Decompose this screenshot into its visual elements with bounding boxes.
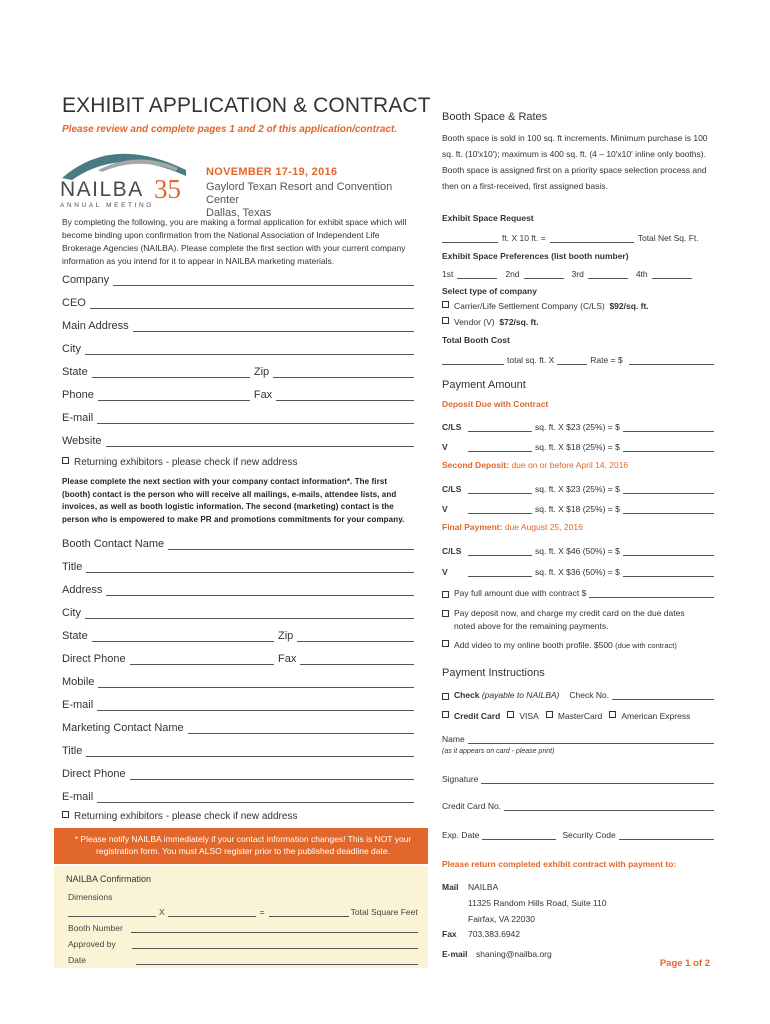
signature-label: Signature	[442, 774, 479, 784]
logo-tagline: ANNUAL MEETING	[60, 202, 154, 209]
company-type-heading: Select type of company	[442, 286, 537, 296]
booth-mobile-field[interactable]	[62, 676, 414, 688]
booth-address-field[interactable]	[62, 584, 414, 596]
pay-deposit-option[interactable]	[442, 607, 714, 633]
booth-contact-label: Booth Contact Name	[62, 538, 165, 550]
fax-block	[442, 929, 714, 939]
mail-label: Mail	[442, 882, 459, 892]
net-sq-line[interactable]	[550, 232, 634, 243]
fax-field[interactable]	[254, 389, 414, 401]
sec-cls-total-line[interactable]	[623, 484, 714, 494]
pay-full-label: Pay full amount due with contract $	[454, 588, 587, 598]
final-cls-row[interactable]	[442, 545, 714, 556]
fax-label: Fax	[253, 389, 273, 401]
checkbox-icon[interactable]	[442, 317, 449, 324]
space-prefs-heading: Exhibit Space Preferences (list booth number)	[442, 251, 629, 261]
card-name-label: Name	[442, 734, 465, 744]
pref-3-label: 3rd	[571, 269, 584, 279]
fin-cls-formula: sq. ft. X $46 (50%) = $	[535, 546, 620, 556]
rate-line[interactable]	[557, 354, 587, 365]
event-dates: NOVEMBER 17-19, 2016	[206, 166, 338, 178]
fin-v-total-line[interactable]	[623, 567, 714, 577]
credit-card-label: Credit Card	[454, 711, 501, 721]
booth-mobile-label: Mobile	[62, 676, 95, 688]
company-label: Company	[62, 274, 110, 286]
booth-title-label: Title	[62, 561, 83, 573]
marketing-title-field[interactable]	[62, 745, 414, 757]
logo-brand: NAILBA	[60, 178, 144, 201]
state-label: State	[62, 366, 88, 378]
logo-number: 35	[154, 174, 181, 204]
main-address-field[interactable]	[62, 320, 414, 332]
fax-label: Fax	[442, 929, 457, 939]
amex-label: American Express	[621, 711, 691, 721]
security-label: Security Code	[562, 830, 616, 840]
add-video-label: Add video to my online booth profile. $500	[454, 640, 613, 650]
returning-checkbox-2[interactable]	[62, 811, 297, 822]
marketing-title-label: Title	[62, 745, 83, 757]
dep-cls-sq-line[interactable]	[468, 421, 532, 432]
add-video-option[interactable]	[442, 640, 714, 650]
dimensions-row[interactable]	[68, 906, 418, 917]
mastercard-checkbox[interactable]	[546, 711, 553, 718]
date-label: Date	[68, 955, 86, 965]
dim-length-line[interactable]	[168, 906, 256, 917]
website-label: Website	[62, 435, 102, 447]
sec-cls-sq-line[interactable]	[468, 483, 532, 494]
email-label: E-mail	[62, 412, 94, 424]
fin-cls-sq-line[interactable]	[468, 545, 532, 556]
type-cls-rate: $92/sq. ft.	[609, 301, 649, 311]
total-cost-row[interactable]	[442, 354, 714, 365]
total-cost-line[interactable]	[629, 355, 714, 365]
exp-line[interactable]	[482, 829, 556, 840]
booth-state-field[interactable]	[62, 630, 274, 642]
total-cost-heading: Total Booth Cost	[442, 335, 510, 345]
checkbox-icon[interactable]	[62, 457, 69, 464]
sec-v-sq-line[interactable]	[468, 503, 532, 514]
total-net-label: Total Net Sq. Ft.	[637, 233, 699, 243]
intro-text: By completing the following, you are making a formal application for exhibit space which will become binding upon confirmation from the National Association of Independent Life Brokerage Agencies (NAILBA). Please complete the first section with your current company information as you intend for it to appear in NAILBA marketing materials.	[62, 217, 407, 266]
card-no-row[interactable]	[442, 801, 714, 811]
dim-width-line[interactable]	[68, 906, 156, 917]
visa-label: VISA	[519, 711, 539, 721]
second-deposit-label: Second Deposit:	[442, 460, 510, 470]
dep-cls-total-line[interactable]	[623, 422, 714, 432]
exp-row[interactable]	[442, 829, 714, 840]
website-field[interactable]	[62, 435, 414, 447]
fin-v-formula: sq. ft. X $36 (50%) = $	[535, 567, 620, 577]
checkbox-icon[interactable]	[442, 610, 449, 617]
mail-line-3: Fairfax, VA 22030	[468, 914, 535, 924]
city-field[interactable]	[62, 343, 414, 355]
fax-number: 703.383.6942	[468, 929, 520, 939]
booth-email-field[interactable]	[62, 699, 414, 711]
dep-v-total-line[interactable]	[623, 442, 714, 452]
contact-note: Please complete the next section with your company contact information*. The first (booth) contact is the person who will receive all mailings, e-mails, attendee lists, and invoices, as well as booth logistic information. The second (marketing) contact is the person who is empowered to make PR and promotions commitments for your company.	[62, 477, 405, 524]
main-address-label: Main Address	[62, 320, 129, 332]
mail-block	[442, 879, 714, 927]
total-sq-x-label: total sq. ft. X	[507, 355, 555, 365]
notify-banner: * Please notify NAILBA immediately if your contact information changes! This is NOT your registration form. You must ALSO register prior to the published deadline date.	[54, 828, 428, 864]
returning-label: Returning exhibitors - please check if new address	[74, 811, 298, 822]
marketing-direct-phone-label: Direct Phone	[62, 768, 126, 780]
marketing-email-field[interactable]	[62, 791, 414, 803]
date-row[interactable]	[68, 955, 418, 965]
pref-4-line[interactable]	[652, 268, 692, 279]
booth-city-field[interactable]	[62, 607, 414, 619]
pref-1-line[interactable]	[457, 268, 497, 279]
page-number: Page 1 of 2	[659, 958, 710, 969]
final-payment-label: Final Payment:	[442, 522, 503, 532]
sec-cls-formula: sq. ft. X $23 (25%) = $	[535, 484, 620, 494]
nailba-confirmation-box	[54, 866, 428, 968]
booth-contact-field[interactable]	[62, 538, 414, 550]
page-title: EXHIBIT APPLICATION & CONTRACT	[62, 94, 431, 117]
cls-label: C/LS	[442, 422, 462, 432]
mastercard-label: MasterCard	[557, 711, 603, 721]
card-name-line[interactable]	[468, 734, 714, 744]
type-v-label: Vendor (V)	[454, 317, 495, 327]
card-name-row[interactable]	[442, 734, 714, 744]
ft-x-label: ft. X 10 ft. =	[502, 233, 546, 243]
type-v-option[interactable]	[442, 317, 714, 327]
booth-zip-label: Zip	[278, 630, 294, 642]
exp-label: Exp. Date	[442, 830, 480, 840]
zip-label: Zip	[253, 366, 270, 378]
rate-eq-label: Rate = $	[590, 355, 623, 365]
phone-field[interactable]	[62, 389, 250, 401]
second-deposit-heading	[442, 460, 714, 470]
dimensions-label: Dimensions	[68, 892, 113, 902]
checkbox-icon[interactable]	[442, 301, 449, 308]
space-prefs-row[interactable]	[442, 268, 714, 279]
payment-instructions-heading: Payment Instructions	[442, 667, 545, 679]
deposit-cls-row[interactable]	[442, 421, 714, 432]
credit-card-row[interactable]	[442, 711, 714, 721]
return-heading: Please return completed exhibit contract with payment to:	[442, 859, 677, 869]
phone-label: Phone	[62, 389, 94, 401]
state-field[interactable]	[62, 366, 250, 378]
visa-checkbox[interactable]	[507, 711, 514, 718]
returning-label: Returning exhibitors - please check if new address	[74, 457, 298, 468]
cls-label: C/LS	[442, 484, 462, 494]
sec-v-formula: sq. ft. X $18 (25%) = $	[535, 504, 620, 514]
deposit-v-row[interactable]	[442, 441, 714, 452]
booth-fax-label: Fax	[278, 653, 297, 665]
email-address[interactable]: shaning@nailba.org	[476, 949, 552, 959]
ceo-label: CEO	[62, 297, 86, 309]
checkbox-icon[interactable]	[442, 591, 449, 598]
card-no-line[interactable]	[504, 801, 714, 811]
booth-space-heading: Booth Space & Rates	[442, 111, 548, 123]
email-label: E-mail	[442, 949, 468, 959]
signature-line[interactable]	[481, 774, 714, 784]
booth-city-label: City	[62, 607, 81, 619]
card-no-label: Credit Card No.	[442, 801, 502, 811]
company-field[interactable]	[62, 274, 414, 286]
checkbox-icon[interactable]	[442, 711, 449, 718]
pref-4-label: 4th	[635, 269, 648, 279]
fin-v-sq-line[interactable]	[468, 566, 532, 577]
ft-input-line[interactable]	[442, 232, 498, 243]
nailba-logo	[58, 140, 193, 210]
booth-zip-field[interactable]	[278, 630, 414, 642]
marketing-direct-phone-field[interactable]	[62, 768, 414, 780]
amex-checkbox[interactable]	[609, 711, 616, 718]
payment-amount-heading: Payment Amount	[442, 379, 526, 391]
checkbox-icon[interactable]	[62, 811, 69, 818]
final-v-row[interactable]	[442, 566, 714, 577]
v-label: V	[442, 567, 448, 577]
event-info	[206, 166, 426, 220]
booth-email-label: E-mail	[62, 699, 94, 711]
deposit-heading: Deposit Due with Contract	[442, 399, 549, 409]
dim-total-label: Total Square Feet	[350, 907, 418, 917]
space-request-heading: Exhibit Space Request	[442, 213, 534, 223]
approved-by-row[interactable]	[68, 939, 418, 949]
add-video-note: (due with contract)	[615, 641, 677, 650]
email-field[interactable]	[62, 412, 414, 424]
mail-line-2: 11325 Random Hills Road, Suite 110	[468, 898, 607, 908]
pay-full-option[interactable]	[442, 588, 714, 598]
cls-label: C/LS	[442, 546, 462, 556]
dep-cls-formula: sq. ft. X $23 (25%) = $	[535, 422, 620, 432]
marketing-email-label: E-mail	[62, 791, 94, 803]
pay-full-line[interactable]	[589, 588, 714, 598]
check-label: Check	[454, 690, 480, 700]
returning-checkbox-1[interactable]	[62, 457, 297, 468]
check-no-label: Check No.	[569, 690, 610, 700]
event-venue: Gaylord Texan Resort and Convention Center	[206, 181, 393, 206]
pay-deposit-label: Pay deposit now, and charge my credit card on the due dates noted above for the remaining payments.	[454, 608, 685, 631]
final-payment-due: due August 25, 2016	[504, 522, 583, 532]
fin-cls-total-line[interactable]	[623, 546, 714, 556]
dim-eq: =	[259, 907, 265, 917]
space-request-row[interactable]	[442, 232, 714, 243]
card-name-note: (as it appears on card - please print)	[442, 748, 555, 755]
zip-field[interactable]	[254, 366, 414, 378]
checkbox-icon[interactable]	[442, 640, 449, 647]
booth-direct-phone-field[interactable]	[62, 653, 274, 665]
type-v-rate: $72/sq. ft.	[499, 317, 539, 327]
city-label: City	[62, 343, 81, 355]
check-note: (payable to NAILBA)	[481, 690, 560, 700]
pref-3-line[interactable]	[588, 268, 628, 279]
mail-line-1: NAILBA	[468, 882, 499, 892]
dim-total-line[interactable]	[269, 906, 349, 917]
final-payment-heading	[442, 522, 714, 532]
confirmation-heading: NAILBA Confirmation	[66, 874, 152, 884]
pref-1-label: 1st	[442, 269, 454, 279]
type-cls-option[interactable]	[442, 301, 714, 311]
v-label: V	[442, 504, 448, 514]
dim-x: X	[159, 907, 165, 917]
dep-v-sq-line[interactable]	[468, 441, 532, 452]
security-line[interactable]	[619, 830, 714, 840]
pref-2-label: 2nd	[505, 269, 520, 279]
v-label: V	[442, 442, 448, 452]
second-cls-row[interactable]	[442, 483, 714, 494]
marketing-contact-label: Marketing Contact Name	[62, 722, 184, 734]
booth-address-label: Address	[62, 584, 103, 596]
type-cls-label: Carrier/Life Settlement Company (C/LS)	[454, 301, 605, 311]
booth-space-text: Booth space is sold in 100 sq. ft increments. Minimum purchase is 100 sq. ft. (10'x10'); maximum is 400 sq. ft. (4 – 10'x10' inline only booths). Booth space is assigned first on a priority space selection process and then on a first-received, first assigned basis.	[442, 133, 708, 191]
booth-title-field[interactable]	[62, 561, 414, 573]
second-deposit-due: due on or before April 14, 2016	[511, 460, 629, 470]
second-v-row[interactable]	[442, 503, 714, 514]
signature-row[interactable]	[442, 774, 714, 784]
page-subtitle: Please review and complete pages 1 and 2 of this application/contract.	[62, 124, 398, 135]
booth-number-label: Booth Number	[68, 923, 123, 933]
booth-number-row[interactable]	[68, 923, 418, 933]
event-city: Dallas, Texas	[206, 207, 272, 219]
booth-direct-phone-label: Direct Phone	[62, 653, 126, 665]
booth-state-label: State	[62, 630, 88, 642]
check-no-line[interactable]	[612, 690, 714, 700]
sec-v-total-line[interactable]	[623, 504, 714, 514]
checkbox-icon[interactable]	[442, 693, 449, 700]
pref-2-line[interactable]	[524, 268, 564, 279]
check-row[interactable]	[442, 690, 714, 700]
dep-v-formula: sq. ft. X $18 (25%) = $	[535, 442, 620, 452]
ceo-field[interactable]	[62, 297, 414, 309]
total-sq-line[interactable]	[442, 354, 504, 365]
marketing-contact-field[interactable]	[62, 722, 414, 734]
approved-by-label: Approved by	[68, 939, 116, 949]
booth-fax-field[interactable]	[278, 653, 414, 665]
